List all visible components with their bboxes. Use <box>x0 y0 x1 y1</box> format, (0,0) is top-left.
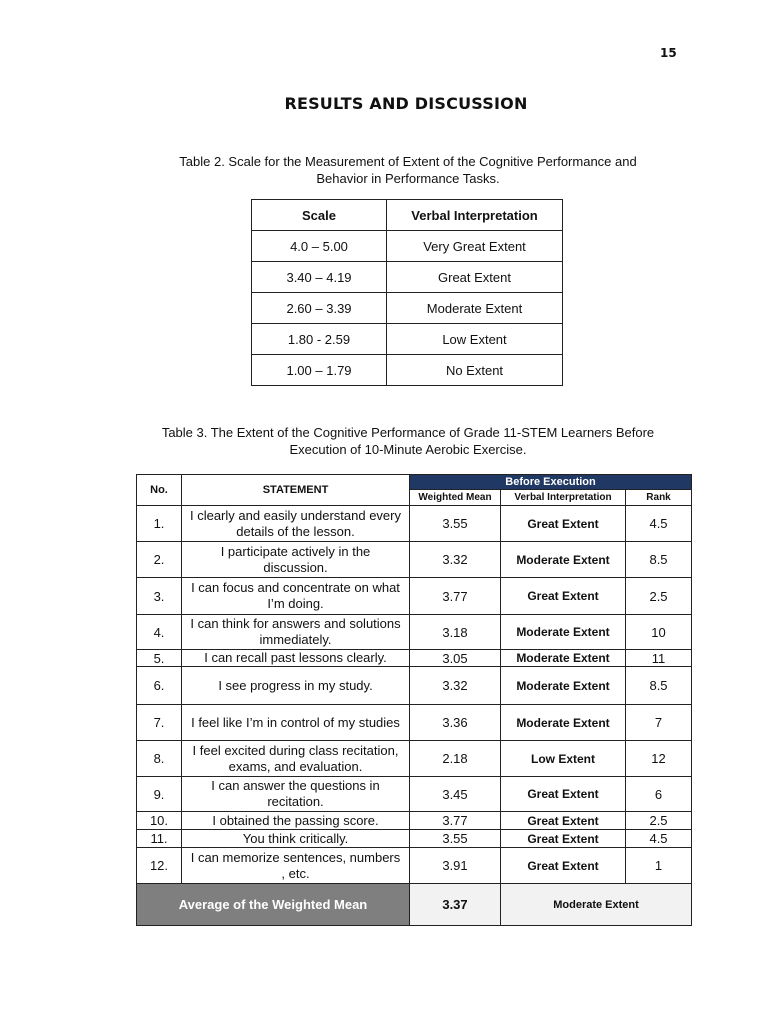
row-number: 3. <box>137 578 182 615</box>
table-row <box>137 667 692 705</box>
average-weighted-mean: 3.37 <box>410 884 501 926</box>
before-execution-header: Before Execution <box>410 475 692 490</box>
table3-caption-line1: Table 3. The Extent of the Cognitive Performance of Grade 11-STEM Learners Before <box>161 425 655 440</box>
verbal-interpretation: Low Extent <box>501 741 626 777</box>
verbal-interpretation: Great Extent <box>501 777 626 812</box>
section-heading: RESULTS AND DISCUSSION <box>284 94 528 113</box>
weighted-mean: 3.45 <box>410 777 501 812</box>
verbal-interpretation: Great Extent <box>501 830 626 848</box>
row-number: 6. <box>137 667 182 705</box>
scale-range: 1.00 – 1.79 <box>252 355 387 386</box>
table-row <box>137 777 692 812</box>
rank: 4.5 <box>626 506 692 542</box>
statement: I can answer the questions in recitation. <box>182 777 410 812</box>
page-number: 15 <box>660 46 677 60</box>
row-number: 4. <box>137 615 182 650</box>
weighted-mean: 3.77 <box>410 812 501 830</box>
row-number: 8. <box>137 741 182 777</box>
weighted-mean: 2.18 <box>410 741 501 777</box>
table2-header-row <box>252 200 563 231</box>
statement: I can focus and concentrate on what I’m doing. <box>182 578 410 615</box>
verbal-interpretation: Moderate Extent <box>501 705 626 741</box>
rank: 8.5 <box>626 542 692 578</box>
verbal-interpretation: Great Extent <box>501 812 626 830</box>
weighted-mean: 3.32 <box>410 542 501 578</box>
row-number: 2. <box>137 542 182 578</box>
table-row <box>137 741 692 777</box>
verbal-interpretation: Moderate Extent <box>501 542 626 578</box>
table3-header-no: No. <box>137 475 182 506</box>
scale-range: 3.40 – 4.19 <box>252 262 387 293</box>
weighted-mean: 3.55 <box>410 830 501 848</box>
table-row <box>252 293 563 324</box>
row-number: 9. <box>137 777 182 812</box>
scale-range: 4.0 – 5.00 <box>252 231 387 262</box>
row-number: 7. <box>137 705 182 741</box>
scale-interpretation: No Extent <box>387 355 563 386</box>
rank: 10 <box>626 615 692 650</box>
average-label: Average of the Weighted Mean <box>137 884 410 926</box>
verbal-interpretation: Moderate Extent <box>501 667 626 705</box>
table-row <box>137 650 692 667</box>
row-number: 1. <box>137 506 182 542</box>
rank: 11 <box>626 650 692 667</box>
table-row <box>252 324 563 355</box>
row-number: 11. <box>137 830 182 848</box>
table-row <box>137 848 692 884</box>
scale-interpretation: Low Extent <box>387 324 563 355</box>
weighted-mean: 3.36 <box>410 705 501 741</box>
verbal-interpretation: Great Extent <box>501 578 626 615</box>
table3-header-statement: STATEMENT <box>182 475 410 506</box>
rank: 4.5 <box>626 830 692 848</box>
scale-interpretation: Great Extent <box>387 262 563 293</box>
rank: 7 <box>626 705 692 741</box>
table-row <box>137 542 692 578</box>
table2-header-interpretation: Verbal Interpretation <box>387 200 563 231</box>
table-row <box>137 830 692 848</box>
table2-header-scale: Scale <box>252 200 387 231</box>
table2-caption <box>140 153 676 187</box>
verbal-interpretation: Moderate Extent <box>501 650 626 667</box>
table-row <box>137 705 692 741</box>
statement: I participate actively in the discussion. <box>182 542 410 578</box>
rank: 12 <box>626 741 692 777</box>
statement: I obtained the passing score. <box>182 812 410 830</box>
table2-caption-line2: Behavior in Performance Tasks. <box>316 171 500 186</box>
scale-interpretation: Moderate Extent <box>387 293 563 324</box>
weighted-mean: 3.77 <box>410 578 501 615</box>
weighted-mean: 3.91 <box>410 848 501 884</box>
statement: I clearly and easily understand every details of the lesson. <box>182 506 410 542</box>
statement: I see progress in my study. <box>182 667 410 705</box>
average-interpretation: Moderate Extent <box>501 884 692 926</box>
cognitive-performance-table <box>136 474 692 926</box>
verbal-interpretation: Great Extent <box>501 506 626 542</box>
rank: 2.5 <box>626 578 692 615</box>
weighted-mean: 3.05 <box>410 650 501 667</box>
weighted-mean: 3.55 <box>410 506 501 542</box>
table-row <box>137 506 692 542</box>
table2-caption-line1: Table 2. Scale for the Measurement of Extent of the Cognitive Performance and <box>179 154 637 169</box>
table-row <box>137 812 692 830</box>
scale-range: 1.80 - 2.59 <box>252 324 387 355</box>
average-row <box>137 884 692 926</box>
verbal-interpretation: Moderate Extent <box>501 615 626 650</box>
statement: I feel like I’m in control of my studies <box>182 705 410 741</box>
row-number: 5. <box>137 650 182 667</box>
rank-header: Rank <box>626 490 692 506</box>
statement: I can think for answers and solutions immediately. <box>182 615 410 650</box>
table-row <box>137 578 692 615</box>
weighted-mean: 3.18 <box>410 615 501 650</box>
row-number: 12. <box>137 848 182 884</box>
table-row <box>252 262 563 293</box>
table-row <box>252 231 563 262</box>
table-row <box>252 355 563 386</box>
scale-range: 2.60 – 3.39 <box>252 293 387 324</box>
row-number: 10. <box>137 812 182 830</box>
scale-table <box>251 199 563 386</box>
table3-caption <box>140 424 676 458</box>
statement: I feel excited during class recitation, exams, and evaluation. <box>182 741 410 777</box>
rank: 8.5 <box>626 667 692 705</box>
table3-caption-line2: Execution of 10-Minute Aerobic Exercise. <box>289 442 527 457</box>
rank: 6 <box>626 777 692 812</box>
statement: I can memorize sentences, numbers , etc. <box>182 848 410 884</box>
table-row <box>137 615 692 650</box>
table3-header-row <box>137 475 692 490</box>
verbal-interpretation-header: Verbal Interpretation <box>501 490 626 506</box>
statement: You think critically. <box>182 830 410 848</box>
statement: I can recall past lessons clearly. <box>182 650 410 667</box>
weighted-mean-header: Weighted Mean <box>410 490 501 506</box>
verbal-interpretation: Great Extent <box>501 848 626 884</box>
rank: 1 <box>626 848 692 884</box>
scale-interpretation: Very Great Extent <box>387 231 563 262</box>
weighted-mean: 3.32 <box>410 667 501 705</box>
rank: 2.5 <box>626 812 692 830</box>
